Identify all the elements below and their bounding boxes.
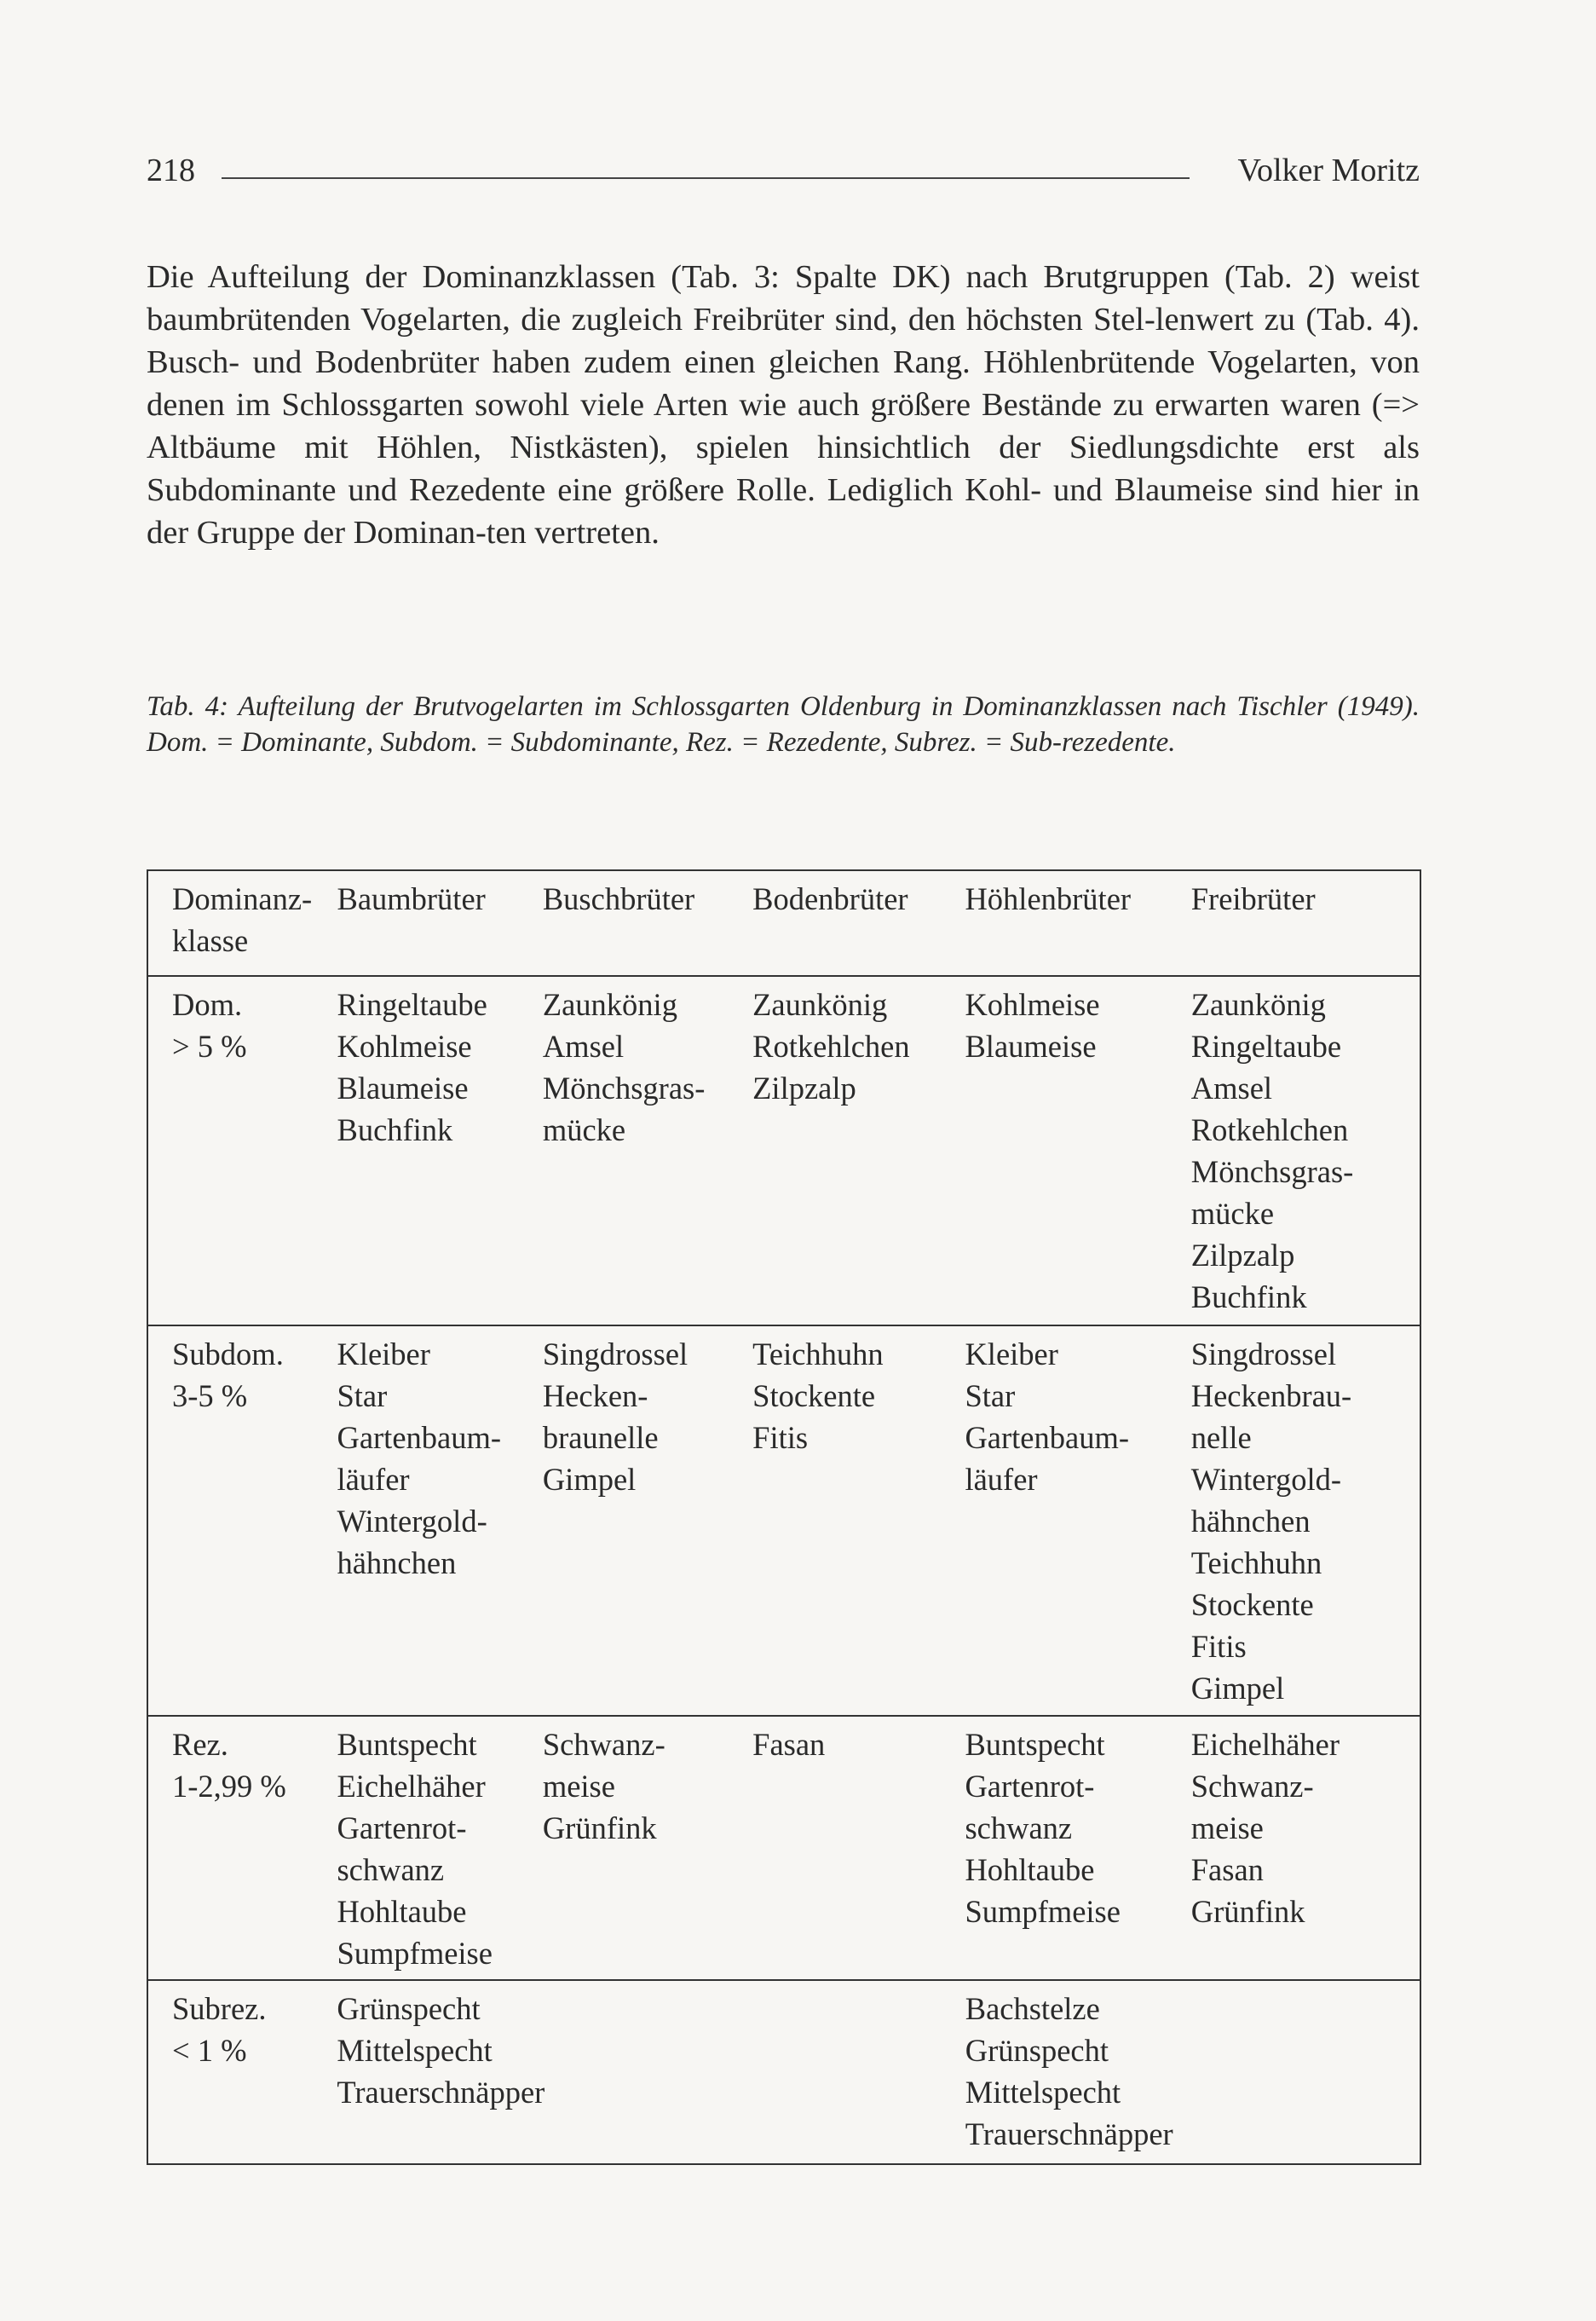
table-row-subrecedent [148,1981,1420,2163]
table-cell: Rez. 1-2,99 % [172,1727,286,1804]
table-cell: Schwanz- meise Grünfink [542,1727,665,1845]
table-cell: Eichelhäher Schwanz- meise Fasan Grünfink [1190,1727,1340,1929]
table-cell: Kohlmeise Blaumeise [965,987,1100,1064]
header-cell-dominance-class: Dominanz- klasse [172,881,313,958]
table-row-recedent [148,1717,1420,1981]
header-cell-tree-nesters: Baumbrüter [337,881,486,916]
table-cell: Bachstelze Grünspecht Mittelspecht Trauerschnäpper [965,1991,1173,2151]
header-cell-ground-nesters: Bodenbrüter [752,881,908,916]
table-cell: Ringeltaube Kohlmeise Blaumeise Buchfink [337,987,487,1147]
table-cell: Subdom. 3-5 % [172,1337,284,1413]
table-cell [1191,1981,1420,2163]
table-cell: Singdrossel Hecken- braunelle Gimpel [542,1337,689,1497]
table-cell: Subrez. < 1 % [172,1991,267,2068]
header-cell-open-nesters: Freibrüter [1190,881,1316,916]
table-cell: Buntspecht Gartenrot- schwanz Hohltaube Sumpfmeise [965,1727,1121,1929]
table-cell: Kleiber Star Gartenbaum- läufer [965,1337,1130,1497]
table-cell: Teichhuhn Stockente Fitis [752,1337,884,1455]
header-cell-cavity-nesters: Höhlenbrüter [965,881,1132,916]
table-cell: Dom. > 5 % [172,987,247,1064]
table-header-row [148,871,1420,977]
table-cell: Zaunkönig Ringeltaube Amsel Rotkehlchen Mönchsgras- mücke Zilpzalp Buchfink [1190,987,1354,1314]
header-rule [222,177,1190,179]
table-cell: Zaunkönig Rotkehlchen Zilpzalp [752,987,910,1106]
table-caption: Tab. 4: Aufteilung der Brutvogelarten im Schlossgarten Oldenburg in Dominanzklassen nach Tischler (1949). Dom. = Dominante, Subdom. = Subdominante, Rez. = Rezedente, Subrez. = Sub-rezedente. [147,691,1420,758]
body-paragraph: Die Aufteilung der Dominanzklassen (Tab. 3: Spalte DK) nach Brutgruppen (Tab. 2) weist baumbrütenden Vogelarten, die zugleich Freibrüter sind, den höchsten Stel-lenwert zu (Tab. 4). Busch- und Bodenbrüter haben zudem einen gleichen Rang. Höhlenbrütende Vogelarten, von denen im Schlossgarten sowohl viele Arten wie auch größere Bestände zu erwarten waren (=> Altbäume mit Höhlen, Nistkästen), spielen hinsichtlich der Siedlungsdichte erst als Subdominante und Rezedente eine größere Rolle. Lediglich Kohl- und Blaumeise sind hier in der Gruppe der Dominan-ten vertreten. [147,259,1420,551]
table-row-subdominant [148,1326,1420,1717]
table-cell [543,1981,752,2163]
running-head-author: Volker Moritz [1237,153,1420,188]
running-header [147,152,1420,198]
table-row-dominant [148,977,1420,1326]
table-cell: Zaunkönig Amsel Mönchsgras- mücke [542,987,706,1147]
dominance-table [147,869,1421,2165]
header-cell-bush-nesters: Buschbrüter [542,881,695,916]
table-cell: Grünspecht Mittelspecht Trauerschnäpper [337,1991,545,2110]
table-cell [753,1981,965,2163]
table-cell: Fasan [752,1727,826,1762]
page-number: 218 [147,153,195,188]
table-cell: Singdrossel Heckenbrau- nelle Wintergold- hähnchen Teichhuhn Stockente Fitis Gimpel [1190,1337,1352,1706]
table-cell: Kleiber Star Gartenbaum- läufer Wintergold- hähnchen [337,1337,502,1580]
table-cell: Buntspecht Eichelhäher Gartenrot- schwanz Hohltaube Sumpfmeise [337,1727,493,1971]
